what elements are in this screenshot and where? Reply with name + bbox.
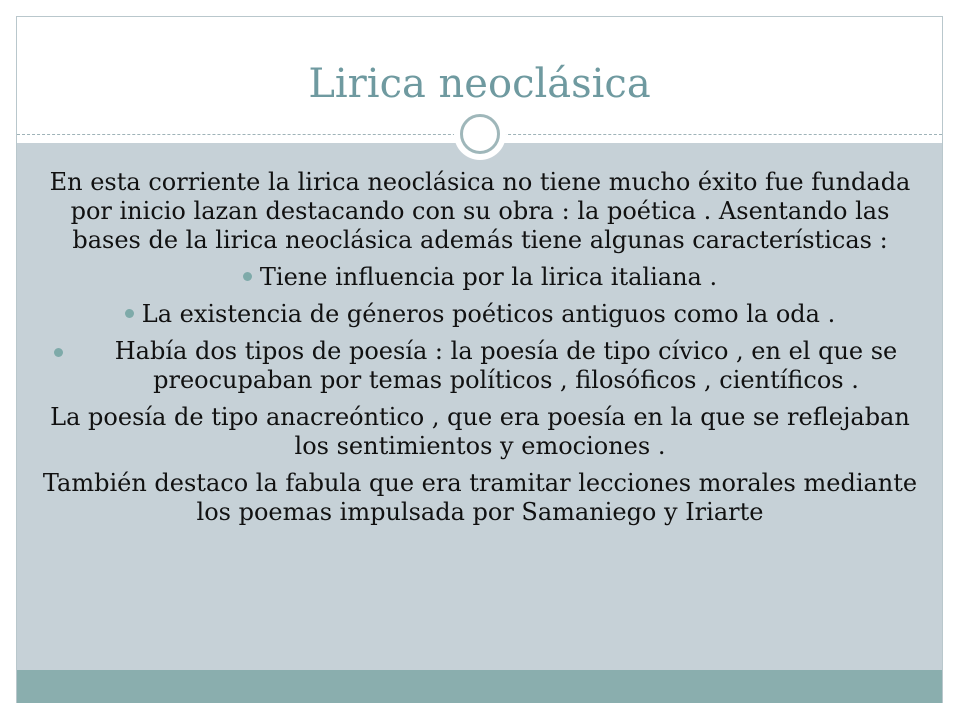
bullet-icon xyxy=(243,272,252,281)
decorative-ring-icon xyxy=(460,114,500,154)
bullet-text: Había dos tipos de poesía : la poesía de tipo cívico , en el que se preocupaban por temas políticos , filosóficos , científicos . xyxy=(114,337,898,394)
bullet-item xyxy=(40,263,920,292)
bullet-text: La existencia de géneros poéticos antiguos como la oda . xyxy=(141,300,836,328)
paragraph-fable: También destaco la fabula que era tramitar lecciones morales mediante los poemas impulsada por Samaniego y Iriarte xyxy=(42,469,918,526)
intro-paragraph: En esta corriente la lirica neoclásica no tiene mucho éxito fue fundada por inicio lazan destacando con su obra : la poética . Asentando las bases de la lirica neoclásica además tiene algunas características : xyxy=(49,168,911,254)
bullet-item xyxy=(40,300,920,329)
bullet-icon xyxy=(125,309,134,318)
bullet-icon xyxy=(54,348,63,357)
bullet-text: Tiene influencia por la lirica italiana . xyxy=(259,263,718,291)
footer-band xyxy=(17,670,942,703)
slide-title: Lirica neoclásica xyxy=(308,61,651,107)
paragraph-anacreontic: La poesía de tipo anacreóntico , que era poesía en la que se reflejaban los sentimientos y emociones . xyxy=(50,403,910,460)
slide-body xyxy=(40,168,920,527)
bullet-item xyxy=(40,337,920,395)
